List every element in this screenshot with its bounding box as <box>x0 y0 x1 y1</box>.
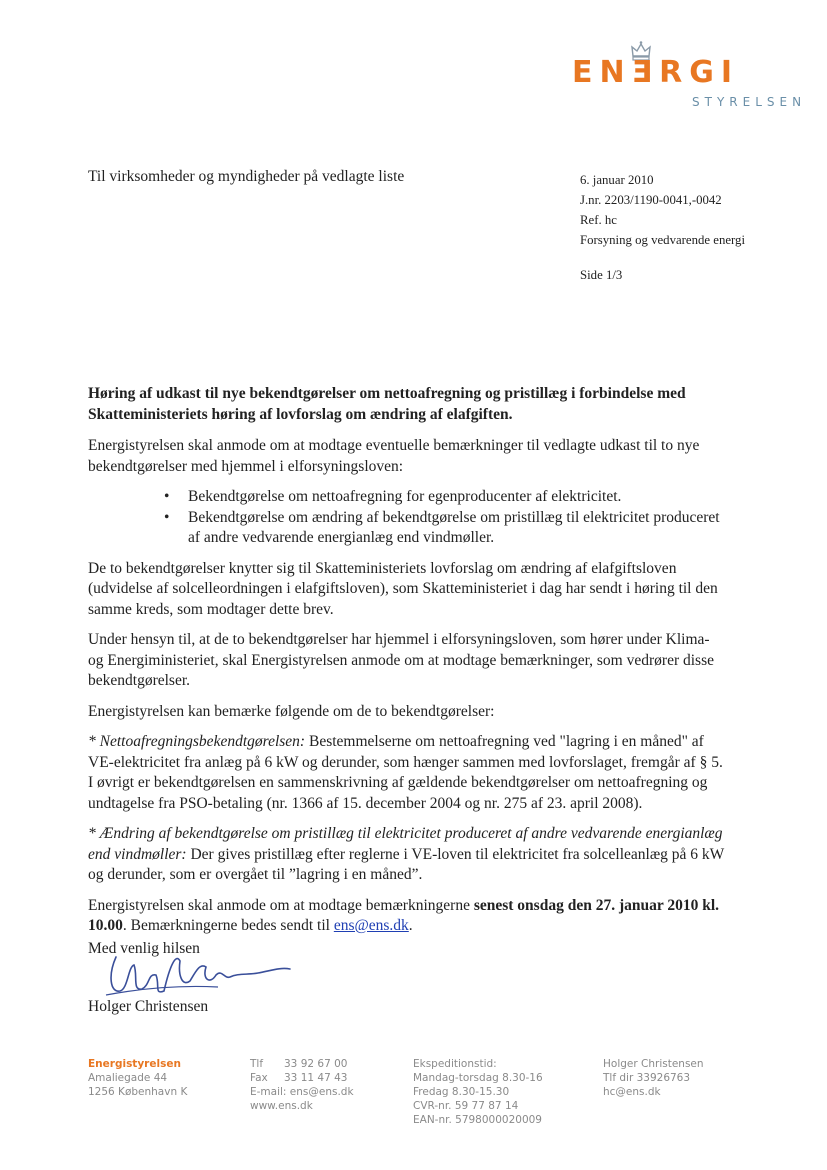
contact-phone: Tlf dir 33926763 <box>603 1072 691 1084</box>
footer-org: Energistyrelsen <box>88 1058 181 1070</box>
paragraph-3: Under hensyn til, at de to bekendtgørelser har hjemmel i elforsyningsloven, som hører under Klima- og Energiministeriet, skal Energistyrelsen anmode om at modtage bemærkninger, som vedrører disse bekendtgørelser. <box>88 631 714 689</box>
bullet-list <box>88 487 728 549</box>
hours-title: Ekspeditionstid: <box>413 1058 497 1070</box>
footer-person <box>603 1057 704 1099</box>
deadline-date: senest onsdag den 27. januar 2010 kl. 10.00 <box>88 896 720 934</box>
reference: Ref. hc <box>580 213 617 227</box>
paragraph-6-label: * Ændring af bekendtgørelse om pristillæg til elektricitet produceret af andre vedvarende energianlæg end vindmøller: <box>88 825 723 863</box>
letter-body <box>88 384 728 947</box>
footer-contact <box>250 1057 354 1113</box>
deadline-end: . <box>408 917 413 934</box>
logo-subtitle: STYRELSEN <box>692 95 807 109</box>
hours-line1: Mandag-torsdag 8.30-16 <box>413 1072 543 1084</box>
paragraph-6 <box>88 824 728 886</box>
contact-name: Holger Christensen <box>603 1058 704 1070</box>
recipient-line: Til virksomheder og myndigheder på vedlagte liste <box>88 168 405 185</box>
fax-label: Fax <box>250 1072 268 1084</box>
paragraph-5-text: Bestemmelserne om nettoafregning ved "lagring i en måned" af VE-elektricitet fra anlæg på 6 kW og derunder, som hænger sammen med lovforslaget, fremgår af § 5. I øvrigt er bekendtgørelsen en sammenskrivning af gældende bekendtgørelser om nettoafregning og undtagelse fra PSO-betaling (nr. 1366 af 15. december 2004 og nr. 275 af 23. april 2008). <box>88 733 723 812</box>
paragraph-5 <box>88 732 728 814</box>
paragraph-2: De to bekendtgørelser knytter sig til Skatteministeriets lovforslag om ændring af elafgiftsloven (udvidelse af solcelleordningen i elafgiftsloven), som Skatteministeriet i dag har sendt i høring til den samme kreds, som modtager dette brev. <box>88 559 718 618</box>
footer-address <box>88 1057 187 1099</box>
list-item: • Bekendtgørelse om nettoafregning for egenproducenter af elektricitet. <box>188 487 728 508</box>
list-item: • Bekendtgørelse om ændring af bekendtgørelse om pristillæg til elektricitet produceret af andre vedvarende energianlæg end vindmøller. <box>188 508 728 549</box>
footer-address-line2: 1256 København K <box>88 1086 188 1098</box>
ean-number: EAN-nr. 5798000020009 <box>413 1114 542 1126</box>
email-link[interactable]: ens@ens.dk <box>333 917 409 934</box>
handwritten-signature <box>98 945 298 1005</box>
intro-paragraph: Energistyrelsen skal anmode om at modtage eventuelle bemærkninger til vedlagte udkast til to nye bekendtgørelser med hjemmel i elforsyningsloven: <box>88 437 700 475</box>
reference-block <box>580 170 745 250</box>
footer-address-line1: Amaliegade 44 <box>88 1072 168 1084</box>
phone-label: Tlf <box>250 1058 264 1070</box>
journal-number: J.nr. 2203/1190-0041,-0042 <box>580 193 722 207</box>
contact-email: hc@ens.dk <box>603 1086 661 1098</box>
footer-hours <box>413 1057 543 1127</box>
footer-web: www.ens.dk <box>250 1100 313 1112</box>
logo-wordmark: ENƎRGI <box>572 55 739 90</box>
paragraph-5-label: * Nettoafregningsbekendtgørelsen: <box>88 733 306 750</box>
signer-name: Holger Christensen <box>88 998 209 1015</box>
hours-line2: Fredag 8.30-15.30 <box>413 1086 510 1098</box>
phone-number: 33 92 67 00 <box>284 1058 348 1070</box>
department: Forsyning og vedvarende energi <box>580 233 746 247</box>
letter-date: 6. januar 2010 <box>580 173 654 187</box>
paragraph-6-text: Der gives pristillæg efter reglerne i VE-loven til elektricitet fra solcelleanlæg på 6 kW og derunder, som er overgået til ”lagring i en måned”. <box>88 845 725 883</box>
cvr-number: CVR-nr. 59 77 87 14 <box>413 1100 519 1112</box>
deadline-intro: Energistyrelsen skal anmode om at modtage bemærkningerne <box>88 896 474 914</box>
footer-email: E-mail: ens@ens.dk <box>250 1086 354 1098</box>
energistyrelsen-logo <box>572 40 812 112</box>
fax-number: 33 11 47 43 <box>284 1072 348 1084</box>
paragraph-7 <box>88 896 728 937</box>
page-number: Side 1/3 <box>580 268 623 282</box>
deadline-mid: . Bemærkningerne bedes sendt til <box>122 917 334 934</box>
paragraph-4: Energistyrelsen kan bemærke følgende om de to bekendtgørelser: <box>88 702 495 720</box>
letter-heading: Høring af udkast til nye bekendtgørelser om nettoafregning og pristillæg i forbindelse med Skatteministeriets høring af lovforslag om ændring af elafgiften. <box>88 385 686 423</box>
closing-greeting: Med venlig hilsen <box>88 940 200 957</box>
